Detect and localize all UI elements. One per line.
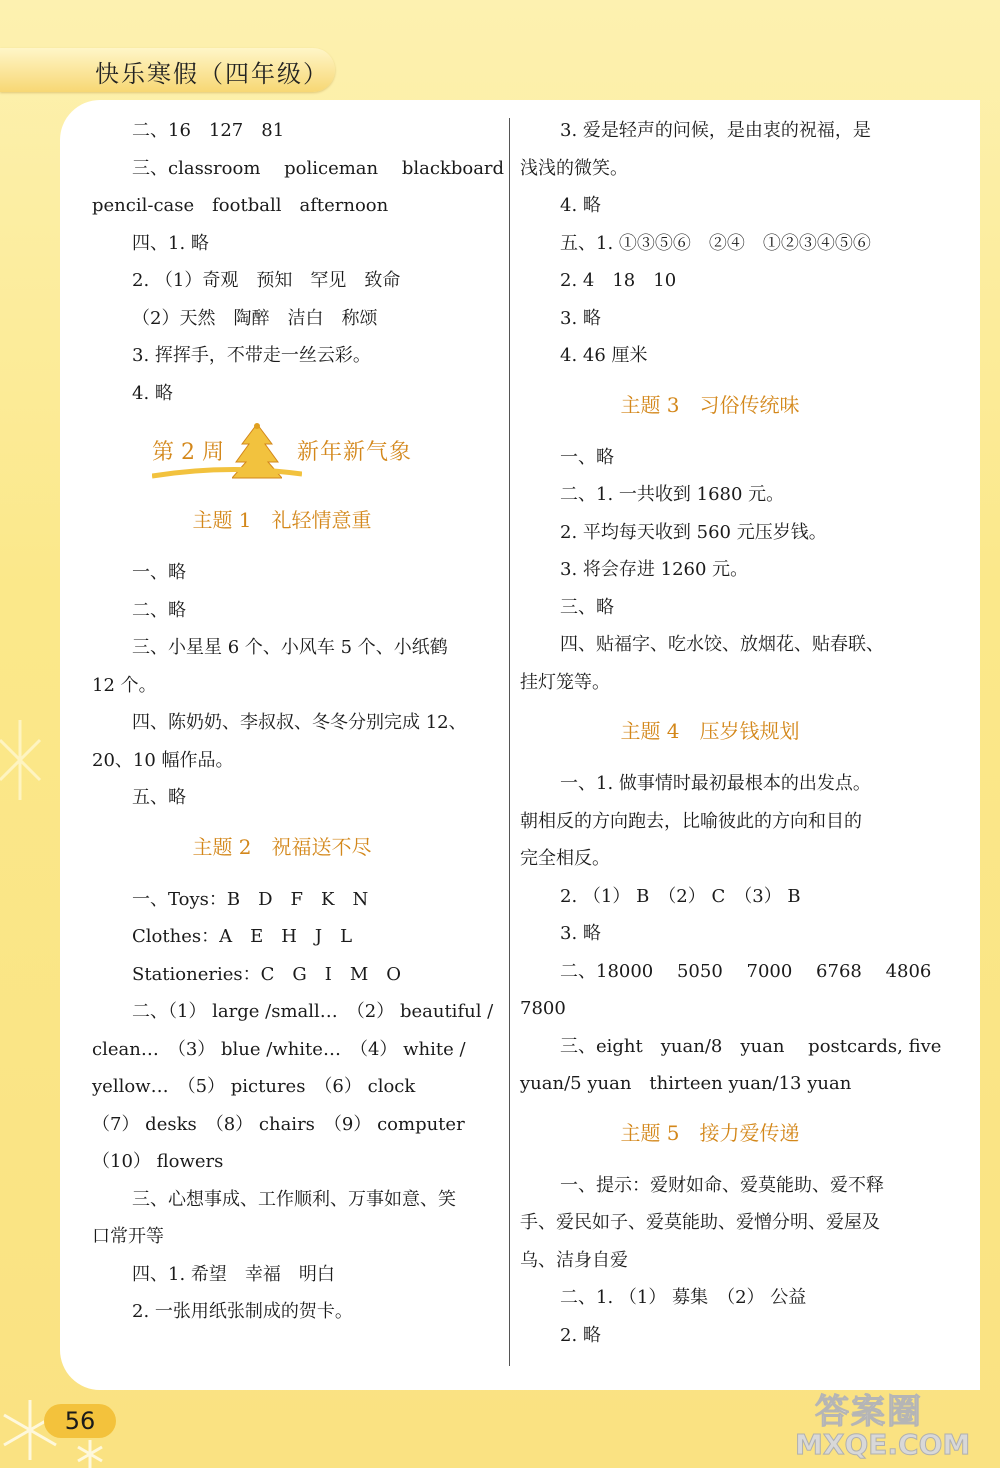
answer-line: 三、略 xyxy=(560,596,614,618)
answer-line: 4. 略 xyxy=(132,382,173,404)
answer-line: 完全相反。 xyxy=(520,848,610,869)
answer-line: 一、略 xyxy=(132,562,186,583)
answer-line: yuan/5 yuan thirteen yuan/13 yuan xyxy=(520,1073,852,1094)
answer-line: 朝相反的方向跑去，比喻彼此的方向和目的 xyxy=(520,810,862,832)
answer-line: yellow… （5） pictures （6） clock xyxy=(92,1076,416,1097)
decorative-swoosh xyxy=(152,466,302,480)
answer-line: 12 个。 xyxy=(92,674,157,696)
answer-line: 2. 4 18 10 xyxy=(560,270,677,291)
answer-block xyxy=(520,112,930,375)
answer-line: 三、心想事成、工作顺利、万事如意、笑 xyxy=(132,1188,456,1210)
answer-line: 3. 略 xyxy=(560,923,601,944)
answer-block xyxy=(520,1167,930,1355)
answer-line: 浅浅的微笑。 xyxy=(520,157,628,179)
answer-line: pencil-case football afternoon xyxy=(92,195,389,216)
answer-line: 二、略 xyxy=(132,599,186,621)
answer-line: clean… （3） blue /white… （4） white / xyxy=(92,1038,466,1060)
answer-block xyxy=(92,112,505,412)
answer-line: 三、classroom policeman blackboard xyxy=(132,157,505,179)
topic-heading-3: 主题 3 习俗传统味 xyxy=(620,392,800,417)
answer-line: 手、爱民如子、爱莫能助、爱憎分明、爱屋及 xyxy=(520,1212,880,1233)
answer-line: 2. （1） B （2） C （3） B xyxy=(560,885,801,907)
answer-line: Stationeries：C G I M O xyxy=(132,963,402,985)
answer-line: 乌、洁身自爱 xyxy=(520,1249,628,1271)
answer-line: 2. 平均每天收到 560 元压岁钱。 xyxy=(560,521,827,543)
topic-heading-5: 主题 5 接力爱传递 xyxy=(620,1120,800,1145)
answer-line: 五、1. ①③⑤⑥ ②④ ①②③④⑤⑥ xyxy=(560,232,871,254)
answer-line: 二、（1） large /small… （2） beautiful / xyxy=(132,1001,494,1022)
answer-line: 3. 略 xyxy=(560,307,601,329)
answer-line: 口常开等 xyxy=(92,1226,164,1247)
answer-line: 一、1. 做事情时最初最根本的出发点。 xyxy=(560,773,871,794)
answer-block xyxy=(520,765,942,1103)
answer-line: 一、Toys：B D F K N xyxy=(132,888,369,910)
answer-line: 四、1. 希望 幸福 明白 xyxy=(132,1263,335,1285)
topic-heading-1: 主题 1 礼轻情意重 xyxy=(192,508,372,532)
topic-heading-2: 主题 2 祝福送不尽 xyxy=(192,834,372,859)
answer-line: 四、陈奶奶、李叔叔、冬冬分别完成 12、 xyxy=(132,712,467,733)
column-divider xyxy=(509,118,510,1366)
week-title: 新年新气象 xyxy=(297,440,413,465)
answer-line: （7） desks （8） chairs （9） computer xyxy=(92,1113,465,1135)
right-column xyxy=(520,112,942,1354)
answer-block xyxy=(92,881,502,1331)
snowflake-icon xyxy=(0,700,60,820)
answer-line: 二、16 127 81 xyxy=(132,120,285,141)
answer-line: 二、1. （1） 募集 （2） 公益 xyxy=(560,1287,807,1308)
answer-line: 二、18000 5050 7000 6768 4806 xyxy=(560,960,932,982)
answer-line: （10） flowers xyxy=(92,1151,224,1172)
answer-line: 一、提示：爱财如命、爱莫能助、爱不释 xyxy=(560,1174,884,1196)
answer-block xyxy=(92,554,502,817)
answer-line: 20、10 幅作品。 xyxy=(92,749,234,771)
watermark-text-top: 答案圈 xyxy=(815,1392,923,1432)
answer-line: 五、略 xyxy=(132,787,186,808)
left-column xyxy=(92,112,505,1331)
answer-line: Clothes：A E H J L xyxy=(132,926,353,947)
answer-line: 四、1. 略 xyxy=(132,232,209,254)
answer-line: 三、eight yuan/8 yuan postcards, five xyxy=(560,1035,942,1057)
answer-line: 7800 xyxy=(520,998,566,1019)
answer-line: 2. 一张用纸张制成的贺卡。 xyxy=(132,1301,353,1322)
answer-line: 2. （1）奇观 预知 罕见 致命 xyxy=(132,270,401,291)
answer-line: 3. 挥挥手，不带走一丝云彩。 xyxy=(132,345,371,366)
topic-heading-4: 主题 4 压岁钱规划 xyxy=(620,719,800,743)
answer-line: 挂灯笼等。 xyxy=(520,671,610,693)
answer-line: 4. 46 厘米 xyxy=(560,345,648,366)
answer-block xyxy=(520,439,930,702)
answer-line: 3. 爱是轻声的问候，是由衷的祝福，是 xyxy=(560,120,871,141)
week-label: 第 2 周 xyxy=(152,440,224,465)
answer-line: 一、略 xyxy=(560,446,614,468)
answer-line: 4. 略 xyxy=(560,195,601,216)
page-number: 56 xyxy=(44,1404,116,1438)
answer-line: 三、小星星 6 个、小风车 5 个、小纸鹤 xyxy=(132,637,448,658)
book-title: 快乐寒假（四年级） xyxy=(95,60,329,88)
answer-line: （2）天然 陶醉 洁白 称颂 xyxy=(132,307,378,329)
answer-line: 3. 将会存进 1260 元。 xyxy=(560,559,749,580)
watermark-text-bottom: MXQE.COM xyxy=(795,1428,971,1461)
answer-line: 2. 略 xyxy=(560,1324,601,1346)
watermark xyxy=(795,1384,995,1468)
answer-line: 四、贴福字、吃水饺、放烟花、贴春联、 xyxy=(560,634,884,655)
week-heading xyxy=(92,420,502,490)
answer-line: 二、1. 一共收到 1680 元。 xyxy=(560,484,785,505)
